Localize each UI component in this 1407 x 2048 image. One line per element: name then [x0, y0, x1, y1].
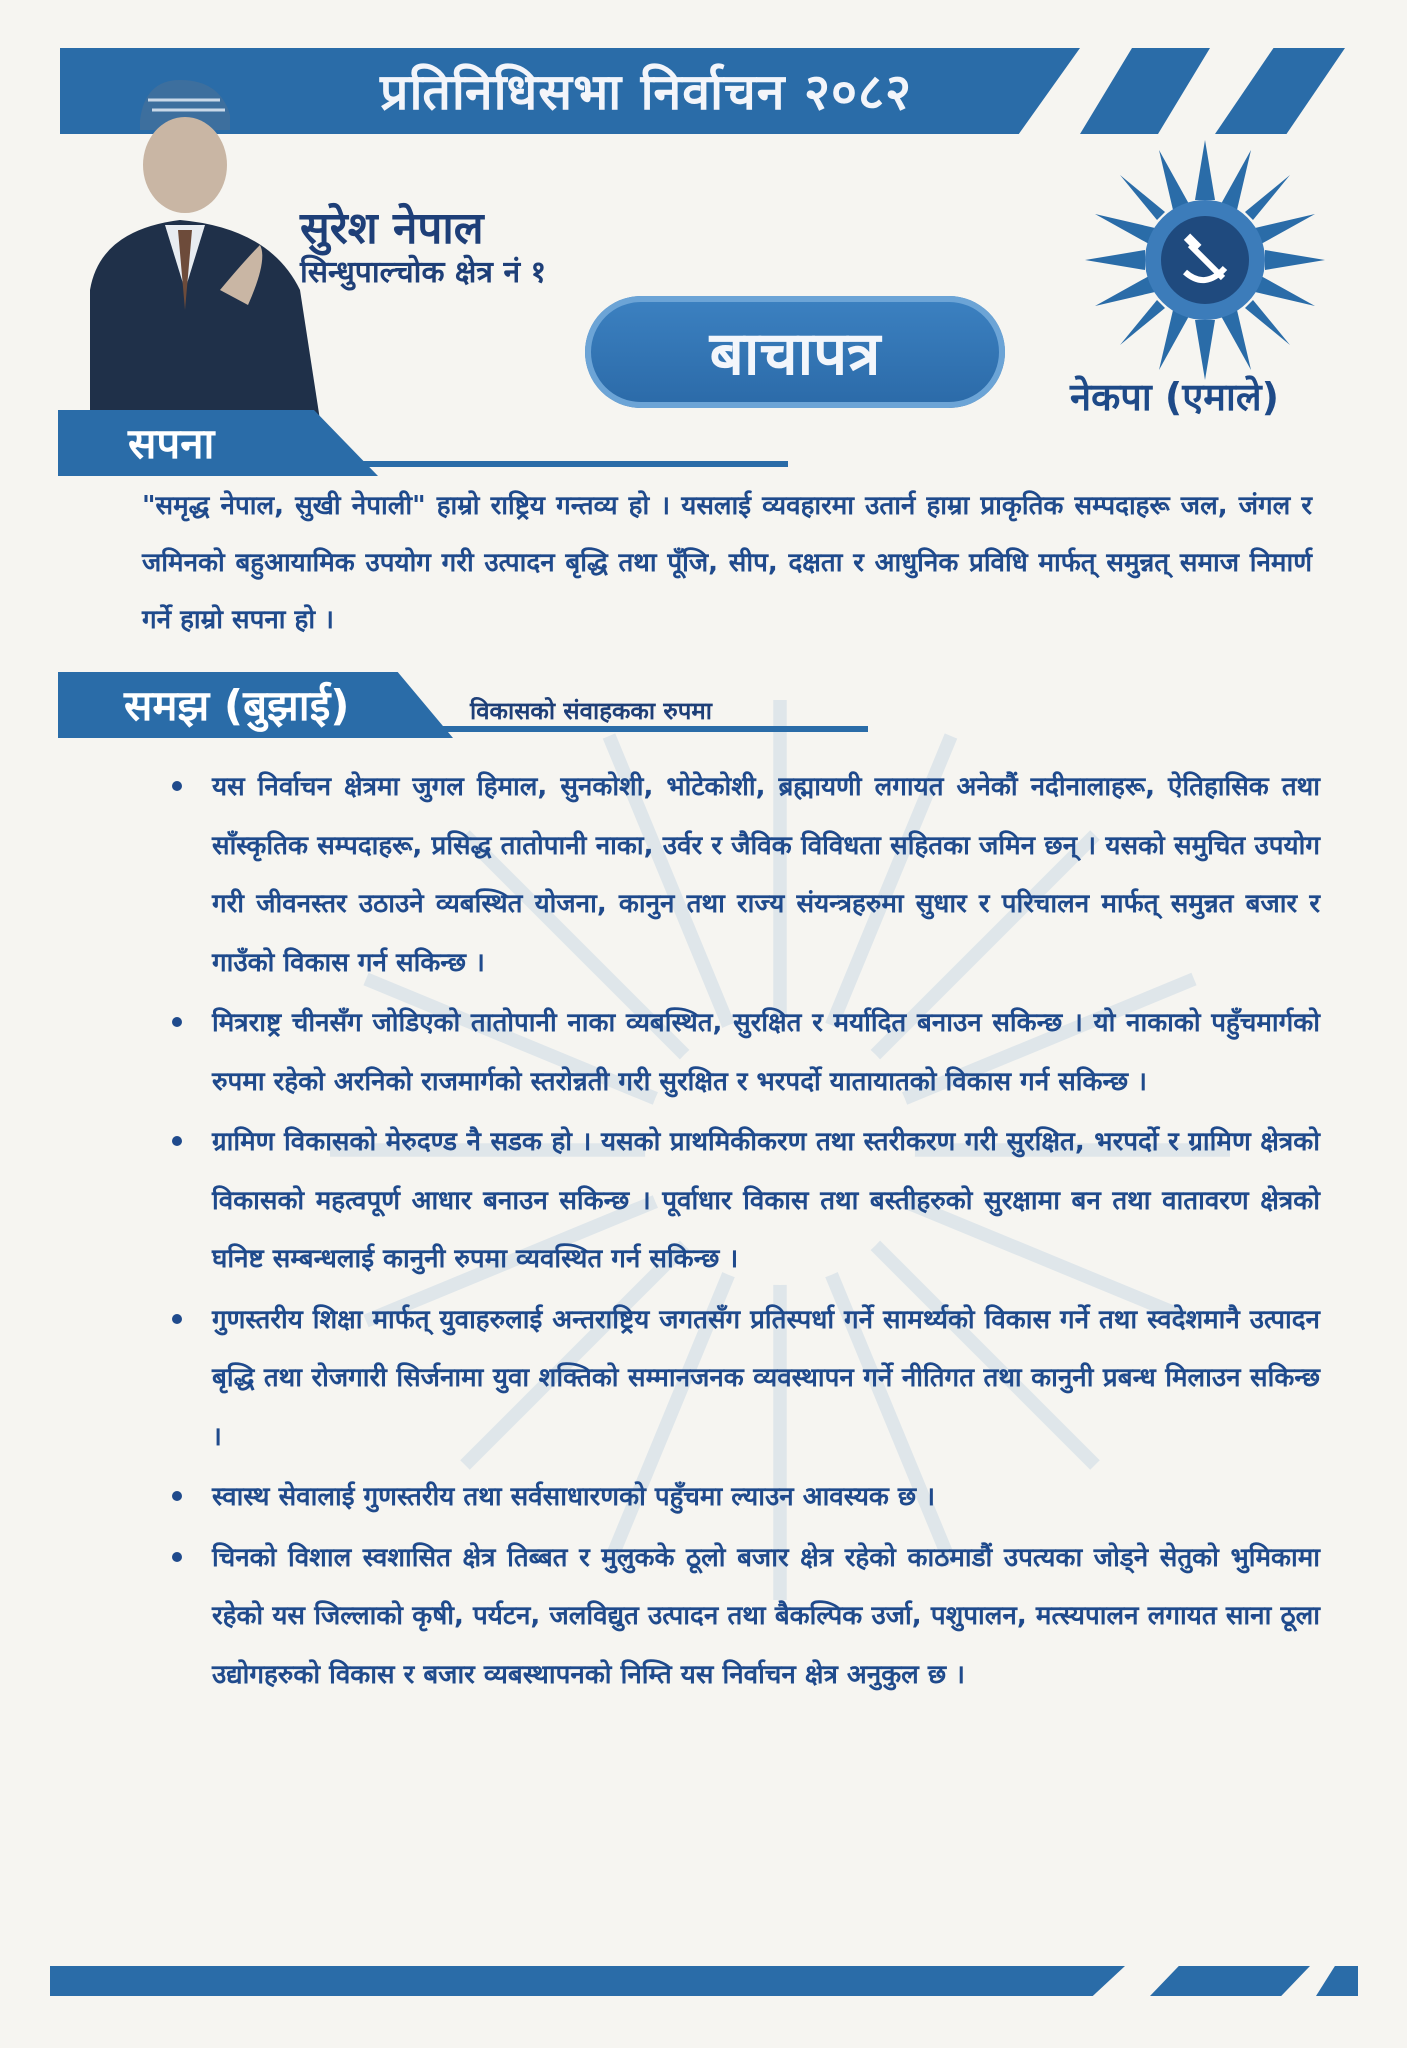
vision-heading: सपना — [128, 419, 215, 468]
list-item: स्वास्थ सेवालाई गुणस्तरीय तथा सर्वसाधारणको पहुँचमा ल्याउन आवस्यक छ । — [170, 1468, 1320, 1527]
list-item: मित्रराष्ट्र चीनसँग जोडिएको तातोपानी नाका व्यबस्थित, सुरक्षित र मर्यादित बनाउन सकिन्छ । यो नाकाको पहुँचमार्गको रुपमा रहेको अरनिको राजमार्गको स्तरोन्नती गरी सुरक्षित र भरपर्दो यातायातको विकास गर्न सकिन्छ । — [170, 994, 1320, 1111]
bullet-icon — [172, 1017, 182, 1027]
footer-stripe — [1150, 1966, 1310, 1996]
vision-paragraph: "समृद्ध नेपाल, सुखी नेपाली" हाम्रो राष्ट्रिय गन्तव्य हो । यसलाई व्यवहारमा उतार्न हाम्रा प्राकृतिक सम्पदाहरू जल, जंगल र जमिनको बहुआयामिक उपयोग गरी उत्पादन बृद्धि तथा पूँजि, सीप, दक्षता र आधुनिक प्रविधि मार्फत् समुन्नत् समाज निमार्ण गर्ने हाम्रो सपना हो । — [142, 491, 1312, 635]
bullet-icon — [172, 1136, 182, 1146]
bullet-icon — [172, 1314, 182, 1324]
bullet-icon — [172, 1491, 182, 1501]
footer-stripe — [50, 1966, 1125, 1996]
header-stripe — [1215, 48, 1345, 134]
party-name: नेकपा (एमाले) — [1070, 375, 1280, 419]
constituency: सिन्धुपाल्चोक क्षेत्र नं १ — [300, 255, 547, 290]
bullet-icon — [172, 1552, 182, 1562]
bullet-icon — [172, 781, 182, 791]
list-item: चिनको विशाल स्वशासित क्षेत्र तिब्बत र मुलुकके ठूलो बजार क्षेत्र रहेको काठमाडौं उपत्यका जोड्ने सेतुको भुमिकामा रहेको यस जिल्लाको कृषी, पर्यटन, जलविद्युत उत्पादन तथा बैकल्पिक उर्जा, पशुपालन, मत्स्यपालन लगायत साना ठूला उद्योगहरुको विकास र बजार व्यबस्थापनको निम्ति यस निर्वाचन क्षेत्र अनुकुल छ । — [170, 1529, 1320, 1705]
document-label: बाचापत्र — [709, 319, 881, 389]
candidate-name: सुरेश नेपाल — [300, 203, 484, 254]
list-item: गुणस्तरीय शिक्षा मार्फत् युवाहरुलाई अन्तराष्ट्रिय जगतसँग प्रतिस्पर्धा गर्ने सामर्थ्यको विकास गर्ने तथा स्वदेशमानै उत्पादन बृद्धि तथा रोजगारी सिर्जनामा युवा शक्तिको सम्मानजनक व्यवस्थापन गर्ने नीतिगत तथा कानुनी प्रबन्ध मिलाउन सकिन्छ । — [170, 1291, 1320, 1467]
header-stripe — [1080, 48, 1210, 134]
understanding-list — [170, 758, 1320, 1706]
understanding-heading: समझ (बुझाई) — [124, 681, 350, 730]
understanding-subheading: विकासको संवाहकका रुपमा — [470, 697, 712, 725]
party-sun-logo-icon — [1085, 140, 1325, 380]
footer-stripe — [1316, 1966, 1358, 1996]
list-item: यस निर्वाचन क्षेत्रमा जुगल हिमाल, सुनकोशी, भोटेकोशी, ब्रह्मायणी लगायत अनेकौं नदीनालाहरू, ऐतिहासिक तथा साँस्कृतिक सम्पदाहरू, प्रसिद्ध तातोपानी नाका, उर्वर र जैविक विविधता सहितका जमिन छन् । यसको समुचित उपयोग गरी जीवनस्तर उठाउने व्यबस्थित योजना, कानुन तथा राज्य संयन्त्रहरुमा सुधार र परिचालन मार्फत् समुन्नत बजार र गाउँको विकास गर्न सकिन्छ । — [170, 758, 1320, 992]
list-item: ग्रामिण विकासको मेरुदण्ड नै सडक हो । यसको प्राथमिकीकरण तथा स्तरीकरण गरी सुरक्षित, भरपर्दो र ग्रामिण क्षेत्रको विकासको महत्वपूर्ण आधार बनाउन सकिन्छ । पूर्वाधार विकास तथा बस्तीहरुको सुरक्षामा बन तथा वातावरण क्षेत्रको घनिष्ट सम्बन्धलाई कानुनी रुपमा व्यवस्थित गर्न सकिन्छ । — [170, 1113, 1320, 1289]
election-title: प्रतिनिधिसभा निर्वाचन २०८२ — [380, 63, 912, 121]
